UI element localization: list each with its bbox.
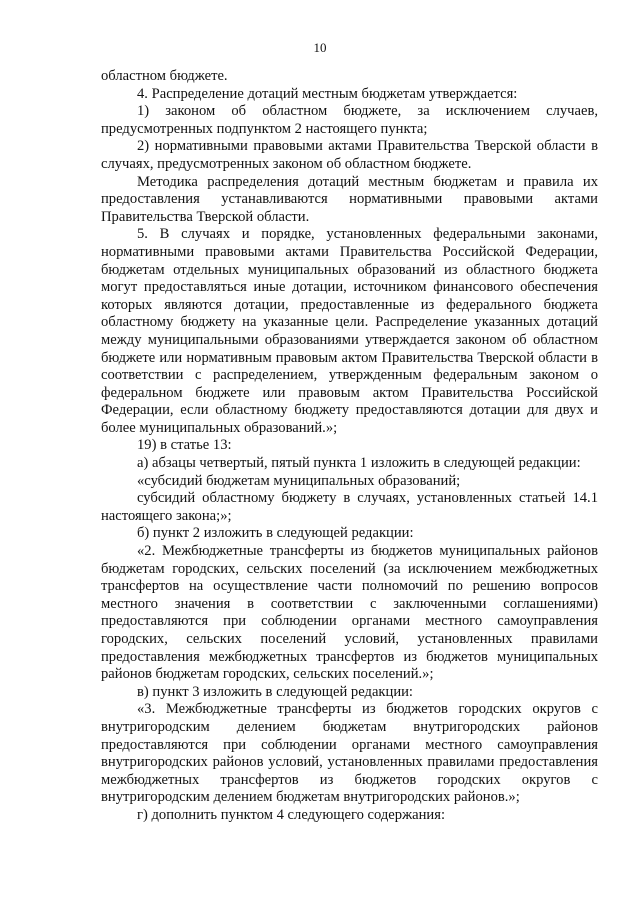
paragraph-subpoint-g: г) дополнить пунктом 4 следующего содержания: — [137, 806, 446, 823]
paragraph-subpoint-b: б) пункт 2 изложить в следующей редакции: — [137, 525, 414, 542]
paragraph-item-5: 5. В случаях и порядке, установленных федеральными законами, нормативными правовыми актами Правительства Российской Федерации, бюджетам отдельных муниципальных образований из областного бюджета могут предоставляться иные дотации, источником финансового обеспечения которых являются дотации, предоставленные из федерального бюджета областному бюджету на указанные цели. Распределение указанных дотаций между муниципальными образованиями утверждается законом об областном бюджете или нормативным правовым актом Правительства Тверской области в соответствии с распределением, утвержденным федеральным законом о федеральном бюджете или правовым актом Правительства Российской Федерации, если областному бюджету предоставляются дотации для двух и более муниципальных образований.»; — [101, 226, 598, 436]
paragraph-quote-subsidies: «субсидий бюджетам муниципальных образований; — [137, 472, 461, 489]
paragraph-methodology: Методика распределения дотаций местным бюджетам и правила их предоставления устанавливаются нормативными правовыми актами Правительства Тверской области. — [101, 173, 598, 225]
paragraph-subpoint-a: а) абзацы четвертый, пятый пункта 1 изложить в следующей редакции: — [137, 455, 581, 472]
paragraph-subpoint-v: в) пункт 3 изложить в следующей редакции: — [137, 683, 413, 700]
paragraph-quote-item-2: «2. Межбюджетные трансферты из бюджетов муниципальных районов бюджетам городских, сельских поселений (за исключением межбюджетных трансфертов на осуществление части полномочий по решению вопросов местного значения в соответствии с заключенными соглашениями) предоставляются при соблюдении органами местного самоуправления городских, сельских поселений условий, установленных правилами предоставления межбюджетных трансфертов из бюджетов муниципальных районов бюджетам городских, сельских поселений.»; — [101, 543, 598, 683]
paragraph-subitem-2: 2) нормативными правовыми актами Правительства Тверской области в случаях, предусмотренных законом об областном бюджете. — [101, 138, 598, 172]
paragraph-quote-item-3: «3. Межбюджетные трансферты из бюджетов городских округов с внутригородским делением бюджетам внутригородских районов предоставляются при соблюдении органами местного самоуправления внутригородских районов условий, установленных правилами предоставления межбюджетных трансфертов из бюджетов городских округов с внутригородским делением бюджетам внутригородских районов.»; — [101, 701, 598, 806]
page-number: 10 — [313, 40, 327, 55]
paragraph-item-4: 4. Распределение дотаций местным бюджетам утверждается: — [137, 85, 518, 102]
paragraph-point-19: 19) в статье 13: — [137, 437, 232, 454]
paragraph-subitem-1: 1) законом об областном бюджете, за исключением случаев, предусмотренных подпунктом 2 настоящего пункта; — [101, 103, 598, 137]
paragraph-continuation: областном бюджете. — [101, 68, 228, 84]
paragraph-quote-subsidies-regional: субсидий областному бюджету в случаях, установленных статьей 14.1 настоящего закона;»; — [101, 490, 598, 524]
document-body — [101, 68, 598, 825]
